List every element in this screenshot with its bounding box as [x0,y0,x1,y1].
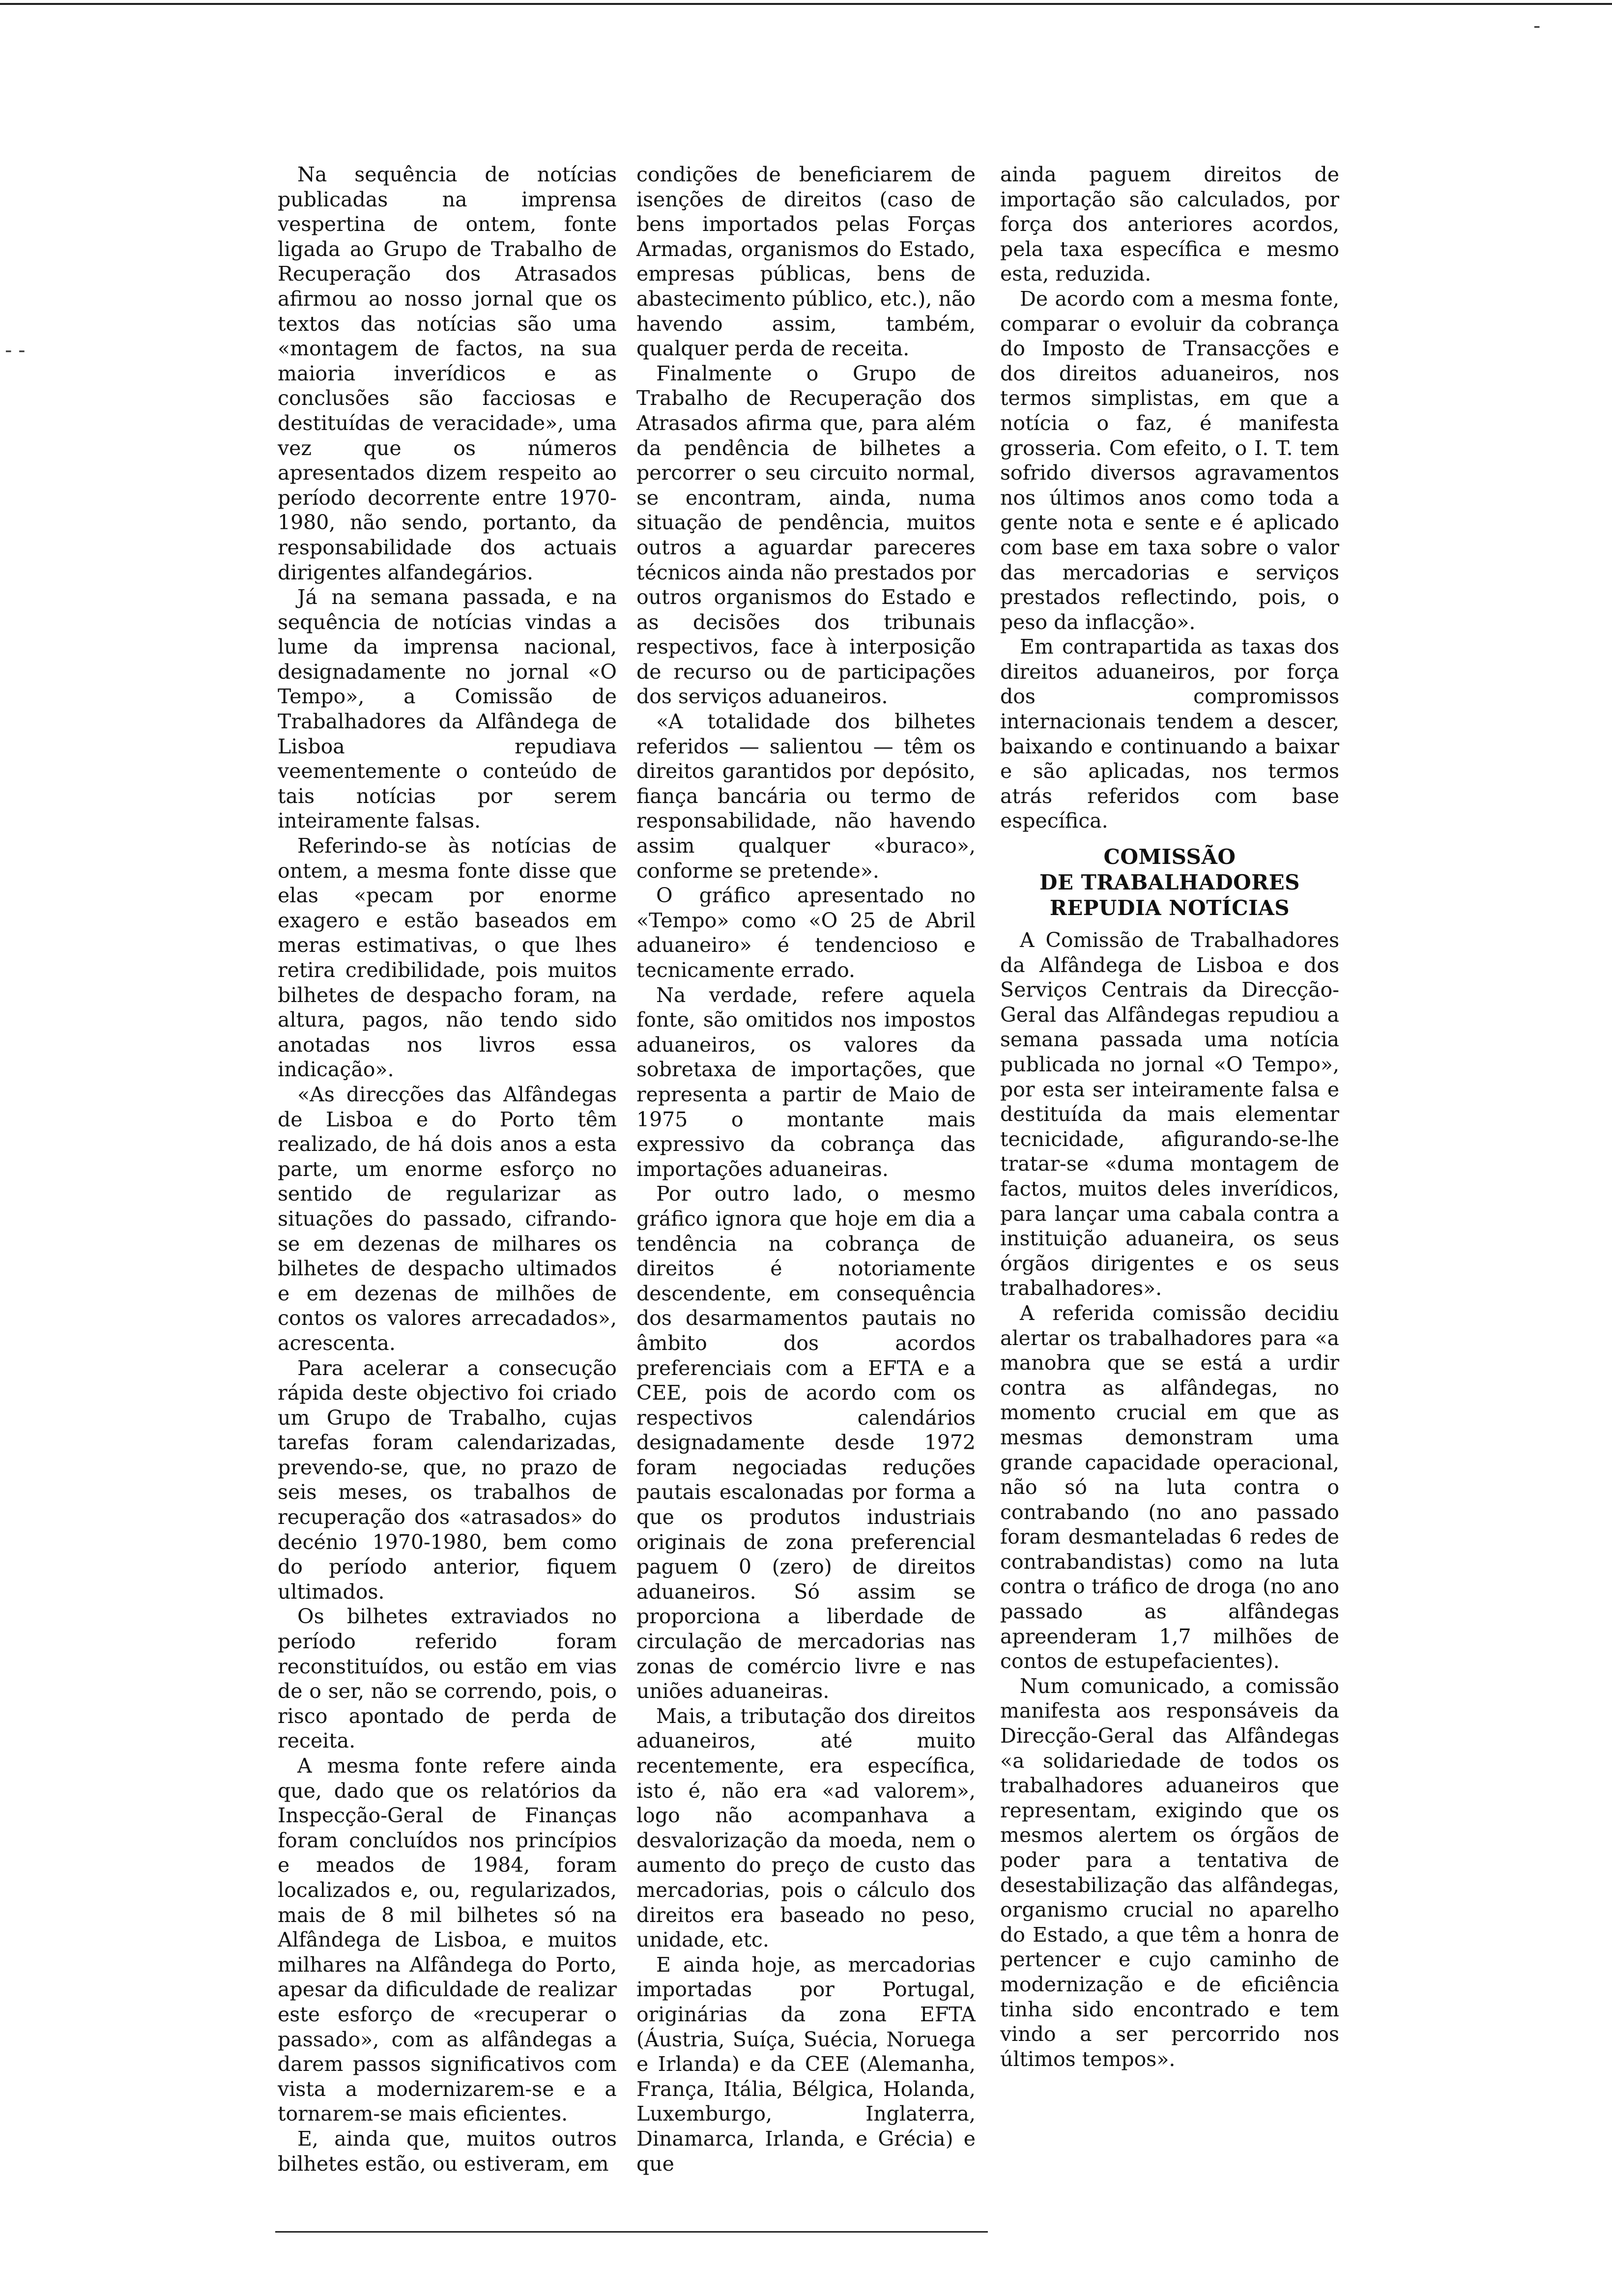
paragraph: Referindo-se às notícias de ontem, a mesma fonte disse que elas «pecam por enorme exagero e estão baseados em meras estimativas, o que lhes retira credibilidade, pois muitos bilhetes de despacho foram, na altura, pagos, não tendo sido anotadas nos livros essa indicação». [278,834,617,1082]
article-column-2 [636,162,976,2176]
margin-mark: - [1533,15,1541,37]
paragraph: Em contrapartida as taxas dos direitos aduaneiros, por força dos compromissos internacionais tendem a descer, baixando e continuando a baixar e são aplicadas, nos termos atrás referidos com base específica. [1000,635,1339,833]
bottom-rule [275,2231,988,2233]
article-column-1 [278,162,617,2176]
paragraph: Num comunicado, a comissão manifesta aos responsáveis da Direcção-Geral das Alfândegas «a solidariedade de todos os trabalhadores aduaneiros que representam, exigindo que os mesmos alertem os órgãos de poder para a tentativa de desestabilização das alfândegas, organismo crucial no aparelho do Estado, a que têm a honra de pertencer e cujo caminho de modernização e de eficiência tinha sido encontrado e tem vindo a ser percorrido nos últimos tempos». [1000,1674,1339,2071]
paragraph: Mais, a tributação dos direitos aduaneiros, até muito recentemente, era específica, isto é, não era «ad valorem», logo não acompanhava a desvalorização da moeda, nem o aumento do preço de custo das mercadorias, pois o cálculo dos direitos era baseado no peso, unidade, etc. [636,1704,976,1952]
heading-line: DE TRABALHADORES [1039,870,1300,895]
paragraph: De acordo com a mesma fonte, comparar o evoluir da cobrança do Imposto de Transacções e dos direitos aduaneiros, nos termos simplistas, em que a notícia o faz, é manifesta grosseria. Com efeito, o I. T. tem sofrido diversos agravamentos nos últimos anos como toda a gente nota e sente e é aplicado com base em taxa sobre o valor das mercadorias e serviços prestados reflectindo, pois, o peso da inflacção». [1000,287,1339,634]
margin-mark: - - [5,339,26,362]
paragraph: condições de beneficiarem de isenções de direitos (caso de bens importados pelas Forças Armadas, organismos do Estado, empresas públicas, bens de abastecimento público, etc.), não havendo assim, também, qualquer perda de receita. [636,163,976,361]
paragraph: E, ainda que, muitos outros bilhetes estão, ou estiveram, em [278,2126,617,2176]
paragraph: «A totalidade dos bilhetes referidos — salientou — têm os direitos garantidos por depósito, fiança bancária ou termo de responsabilidade, não havendo assim qualquer «buraco», conforme se pretende». [636,710,976,883]
paragraph: Para acelerar a consecução rápida deste objectivo foi criado um Grupo de Trabalho, cujas tarefas foram calendarizadas, prevendo-se, que, no prazo de seis meses, os trabalhos de recuperação dos «atrasados» do decénio 1970-1980, bem como do período anterior, fiquem ultimados. [278,1356,617,1604]
article-column-3 [1000,162,1339,2071]
paragraph: ainda paguem direitos de importação são calculados, por força dos anteriores acordos, pela taxa específica e mesmo esta, reduzida. [1000,163,1339,286]
paragraph: «As direcções das Alfândegas de Lisboa e do Porto têm realizado, de há dois anos a esta parte, um enorme esforço no sentido de regularizar as situações do passado, cifrando-se em dezenas de milhares os bilhetes de despacho ultimados e em dezenas de milhões de contos os valores arrecadados», acrescenta. [278,1082,617,1355]
paragraph: Finalmente o Grupo de Trabalho de Recuperação dos Atrasados afirma que, para além da pendência de bilhetes a percorrer o seu circuito normal, se encontram, ainda, numa situação de pendência, muitos outros a aguardar pareceres técnicos ainda não prestados por outros organismos do Estado e as decisões dos tribunais respectivos, face à interposição de recurso ou de participações dos serviços aduaneiros. [636,361,976,709]
paragraph: O gráfico apresentado no «Tempo» como «O 25 de Abril aduaneiro» é tendencioso e tecnicamente errado. [636,884,976,982]
paragraph: E ainda hoje, as mercadorias importadas por Portugal, originárias da zona EFTA (Áustria, Suíça, Suécia, Noruega e Irlanda) e da CEE (Alemanha, França, Itália, Bélgica, Holanda, Luxemburgo, Inglaterra, Dinamarca, Irlanda, e Grécia) e que [636,1952,976,2176]
heading-line: COMISSÃO [1103,845,1236,869]
heading-line: REPUDIA NOTÍCIAS [1049,896,1290,920]
paragraph: A mesma fonte refere ainda que, dado que os relatórios da Inspecção-Geral de Finanças foram concluídos nos princípios e meados de 1984, foram localizados e, ou, regularizados, mais de 8 mil bilhetes só na Alfândega de Lisboa, e muitos milhares na Alfândega do Porto, apesar da dificuldade de realizar este esforço de «recuperar o passado», com as alfândegas a darem passos significativos com vista a modernizarem-se e a tornarem-se mais eficientes. [278,1754,617,2126]
paragraph: A referida comissão decidiu alertar os trabalhadores para «a manobra que se está a urdir contra as alfândegas, no momento crucial em que as mesmas demonstram uma grande capacidade operacional, não só na luta contra o contrabando (no ano passado foram desmanteladas 6 redes de contrabandistas) como na luta contra o tráfico de droga (no ano passado as alfândegas apreenderam 1,7 milhões de contos de estupefacientes). [1000,1301,1339,1673]
paragraph: Os bilhetes extraviados no período referido foram reconstituídos, ou estão em vias de o ser, não se correndo, pois, o risco apontado de perda de receita. [278,1605,617,1753]
section-heading [1000,844,1339,921]
paragraph: Na verdade, refere aquela fonte, são omitidos nos impostos aduaneiros, os valores da sobretaxa de importações, que representa a partir de Maio de 1975 o montante mais expressivo da cobrança das importações aduaneiras. [636,983,976,1181]
top-border-rule [0,3,1612,5]
paragraph: Já na semana passada, e na sequência de notícias vindas a lume da imprensa nacional, designadamente no jornal «O Tempo», a Comissão de Trabalhadores da Alfândega de Lisboa repudiava veementemente o conteúdo de tais notícias por serem inteiramente falsas. [278,585,617,833]
paragraph: Por outro lado, o mesmo gráfico ignora que hoje em dia a tendência na cobrança de direitos é notoriamente descendente, em consequência dos desarmamentos pautais no âmbito dos acordos preferenciais com a EFTA e a CEE, pois de acordo com os respectivos calendários designadamente desde 1972 foram negociadas reduções pautais escalonadas por forma a que os produtos industriais originais de zona preferencial paguem 0 (zero) de direitos aduaneiros. Só assim se proporciona a liberdade de circulação de mercadorias nas zonas de comércio livre e nas uniões aduaneiras. [636,1182,976,1703]
paragraph: Na sequência de notícias publicadas na imprensa vespertina de ontem, fonte ligada ao Grupo de Trabalho de Recuperação dos Atrasados afirmou ao nosso jornal que os textos das notícias são uma «montagem de factos, na sua maioria inverídicos e as conclusões são facciosas e destituídas de veracidade», uma vez que os números apresentados dizem respeito ao período decorrente entre 1970-1980, não sendo, portanto, da responsabilidade dos actuais dirigentes alfandegários. [278,163,617,584]
paragraph: A Comissão de Trabalhadores da Alfândega de Lisboa e dos Serviços Centrais da Direcção-Geral das Alfândegas repudiou a semana passada uma notícia publicada no jornal «O Tempo», por esta ser inteiramente falsa e destituída da mais elementar tecnicidade, afigurando-se-lhe tratar-se «duma montagem de factos, muitos deles inverídicos, para lançar uma cabala contra a instituição aduaneira, os seus órgãos dirigentes e os seus trabalhadores». [1000,928,1339,1300]
